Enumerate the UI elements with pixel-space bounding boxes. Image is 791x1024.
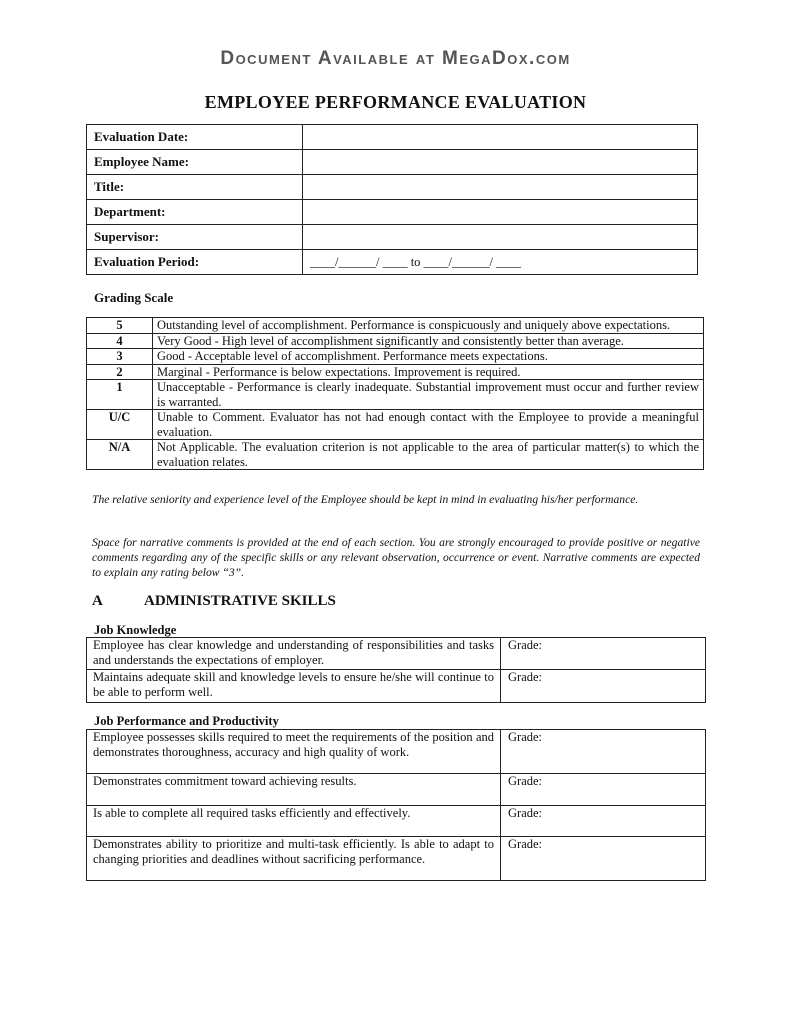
criterion-text: Demonstrates ability to prioritize and multi-task efficiently. Is able to adapt to changing priorities and deadlines without sacrificing performance.: [87, 837, 501, 881]
grade-row-5: [87, 318, 704, 334]
info-row-evaluation-date: [87, 125, 698, 150]
evaluation-date-field[interactable]: [303, 125, 698, 150]
job-knowledge-table: [86, 637, 706, 703]
job-performance-heading: Job Performance and Productivity: [94, 714, 279, 728]
info-row-employee-name: [87, 150, 698, 175]
grading-scale-heading: Grading Scale: [94, 290, 174, 305]
criterion-text: Maintains adequate skill and knowledge levels to ensure he/she will continue to be able to perform well.: [87, 670, 501, 703]
job-knowledge-heading: Job Knowledge: [94, 623, 177, 637]
grade-description: Unacceptable - Performance is clearly inadequate. Substantial improvement must occur and further review is warranted.: [153, 380, 704, 410]
info-row-title: [87, 175, 698, 200]
info-row-supervisor: [87, 225, 698, 250]
grade-code: 1: [87, 380, 153, 410]
grade-row-uc: [87, 410, 704, 440]
grade-row-na: [87, 440, 704, 470]
employee-name-field[interactable]: [303, 150, 698, 175]
table-row: [87, 837, 706, 881]
section-a-heading: [92, 593, 336, 610]
grading-scale-table: [86, 317, 704, 470]
grade-field[interactable]: Grade:: [501, 670, 706, 703]
grade-field[interactable]: Grade:: [501, 730, 706, 774]
grade-description: Outstanding level of accomplishment. Performance is conspicuously and uniquely above expectations.: [153, 318, 704, 334]
grade-description: Unable to Comment. Evaluator has not had enough contact with the Employee to provide a meaningful evaluation.: [153, 410, 704, 440]
supervisor-field[interactable]: [303, 225, 698, 250]
grade-description: Not Applicable. The evaluation criterion is not applicable to the area of particular matter(s) to which the evaluation relates.: [153, 440, 704, 470]
grade-field[interactable]: Grade:: [501, 837, 706, 881]
employee-info-table: [86, 124, 698, 275]
grade-code: N/A: [87, 440, 153, 470]
title-label: Title:: [87, 175, 303, 200]
grade-row-1: [87, 380, 704, 410]
section-title: ADMINISTRATIVE SKILLS: [144, 593, 336, 609]
grade-description: Marginal - Performance is below expectations. Improvement is required.: [153, 364, 704, 380]
table-row: [87, 774, 706, 806]
supervisor-label: Supervisor:: [87, 225, 303, 250]
grade-code: 5: [87, 318, 153, 334]
criterion-text: Is able to complete all required tasks efficiently and effectively.: [87, 806, 501, 837]
grade-row-3: [87, 349, 704, 365]
table-row: [87, 730, 706, 774]
grade-code: 3: [87, 349, 153, 365]
narrative-comments-note: Space for narrative comments is provided at the end of each section. You are strongly encouraged to provide positive or negative comments regarding any of the specific skills or any relevant observation, occurrence or event. Narrative comments are expected to explain any rating below “3”.: [92, 536, 700, 579]
megadox-banner: Document Available at MegaDox.com: [220, 48, 571, 69]
document-title: EMPLOYEE PERFORMANCE EVALUATION: [204, 92, 587, 112]
section-letter: A: [92, 593, 103, 609]
table-row: [87, 638, 706, 670]
table-row: [87, 806, 706, 837]
grade-row-2: [87, 364, 704, 380]
info-row-department: [87, 200, 698, 225]
criterion-text: Employee possesses skills required to meet the requirements of the position and demonstrates thoroughness, accuracy and high quality of work.: [87, 730, 501, 774]
grade-code: 4: [87, 333, 153, 349]
department-label: Department:: [87, 200, 303, 225]
grade-row-4: [87, 333, 704, 349]
table-row: [87, 670, 706, 703]
info-row-evaluation-period: [87, 250, 698, 275]
grade-field[interactable]: Grade:: [501, 806, 706, 837]
seniority-note: The relative seniority and experience level of the Employee should be kept in mind in evaluating his/her performance.: [92, 493, 639, 506]
grade-code: U/C: [87, 410, 153, 440]
evaluation-period-field[interactable]: ____/______/ ____ to ____/______/ ____: [303, 250, 698, 275]
grade-field[interactable]: Grade:: [501, 774, 706, 806]
grade-field[interactable]: Grade:: [501, 638, 706, 670]
evaluation-period-label: Evaluation Period:: [87, 250, 303, 275]
grade-code: 2: [87, 364, 153, 380]
job-performance-table: [86, 729, 706, 881]
criterion-text: Demonstrates commitment toward achieving results.: [87, 774, 501, 806]
evaluation-date-label: Evaluation Date:: [87, 125, 303, 150]
grade-description: Good - Acceptable level of accomplishment. Performance meets expectations.: [153, 349, 704, 365]
title-field[interactable]: [303, 175, 698, 200]
grade-description: Very Good - High level of accomplishment significantly and consistently better than average.: [153, 333, 704, 349]
criterion-text: Employee has clear knowledge and understanding of responsibilities and tasks and understands the expectations of employer.: [87, 638, 501, 670]
department-field[interactable]: [303, 200, 698, 225]
employee-name-label: Employee Name:: [87, 150, 303, 175]
